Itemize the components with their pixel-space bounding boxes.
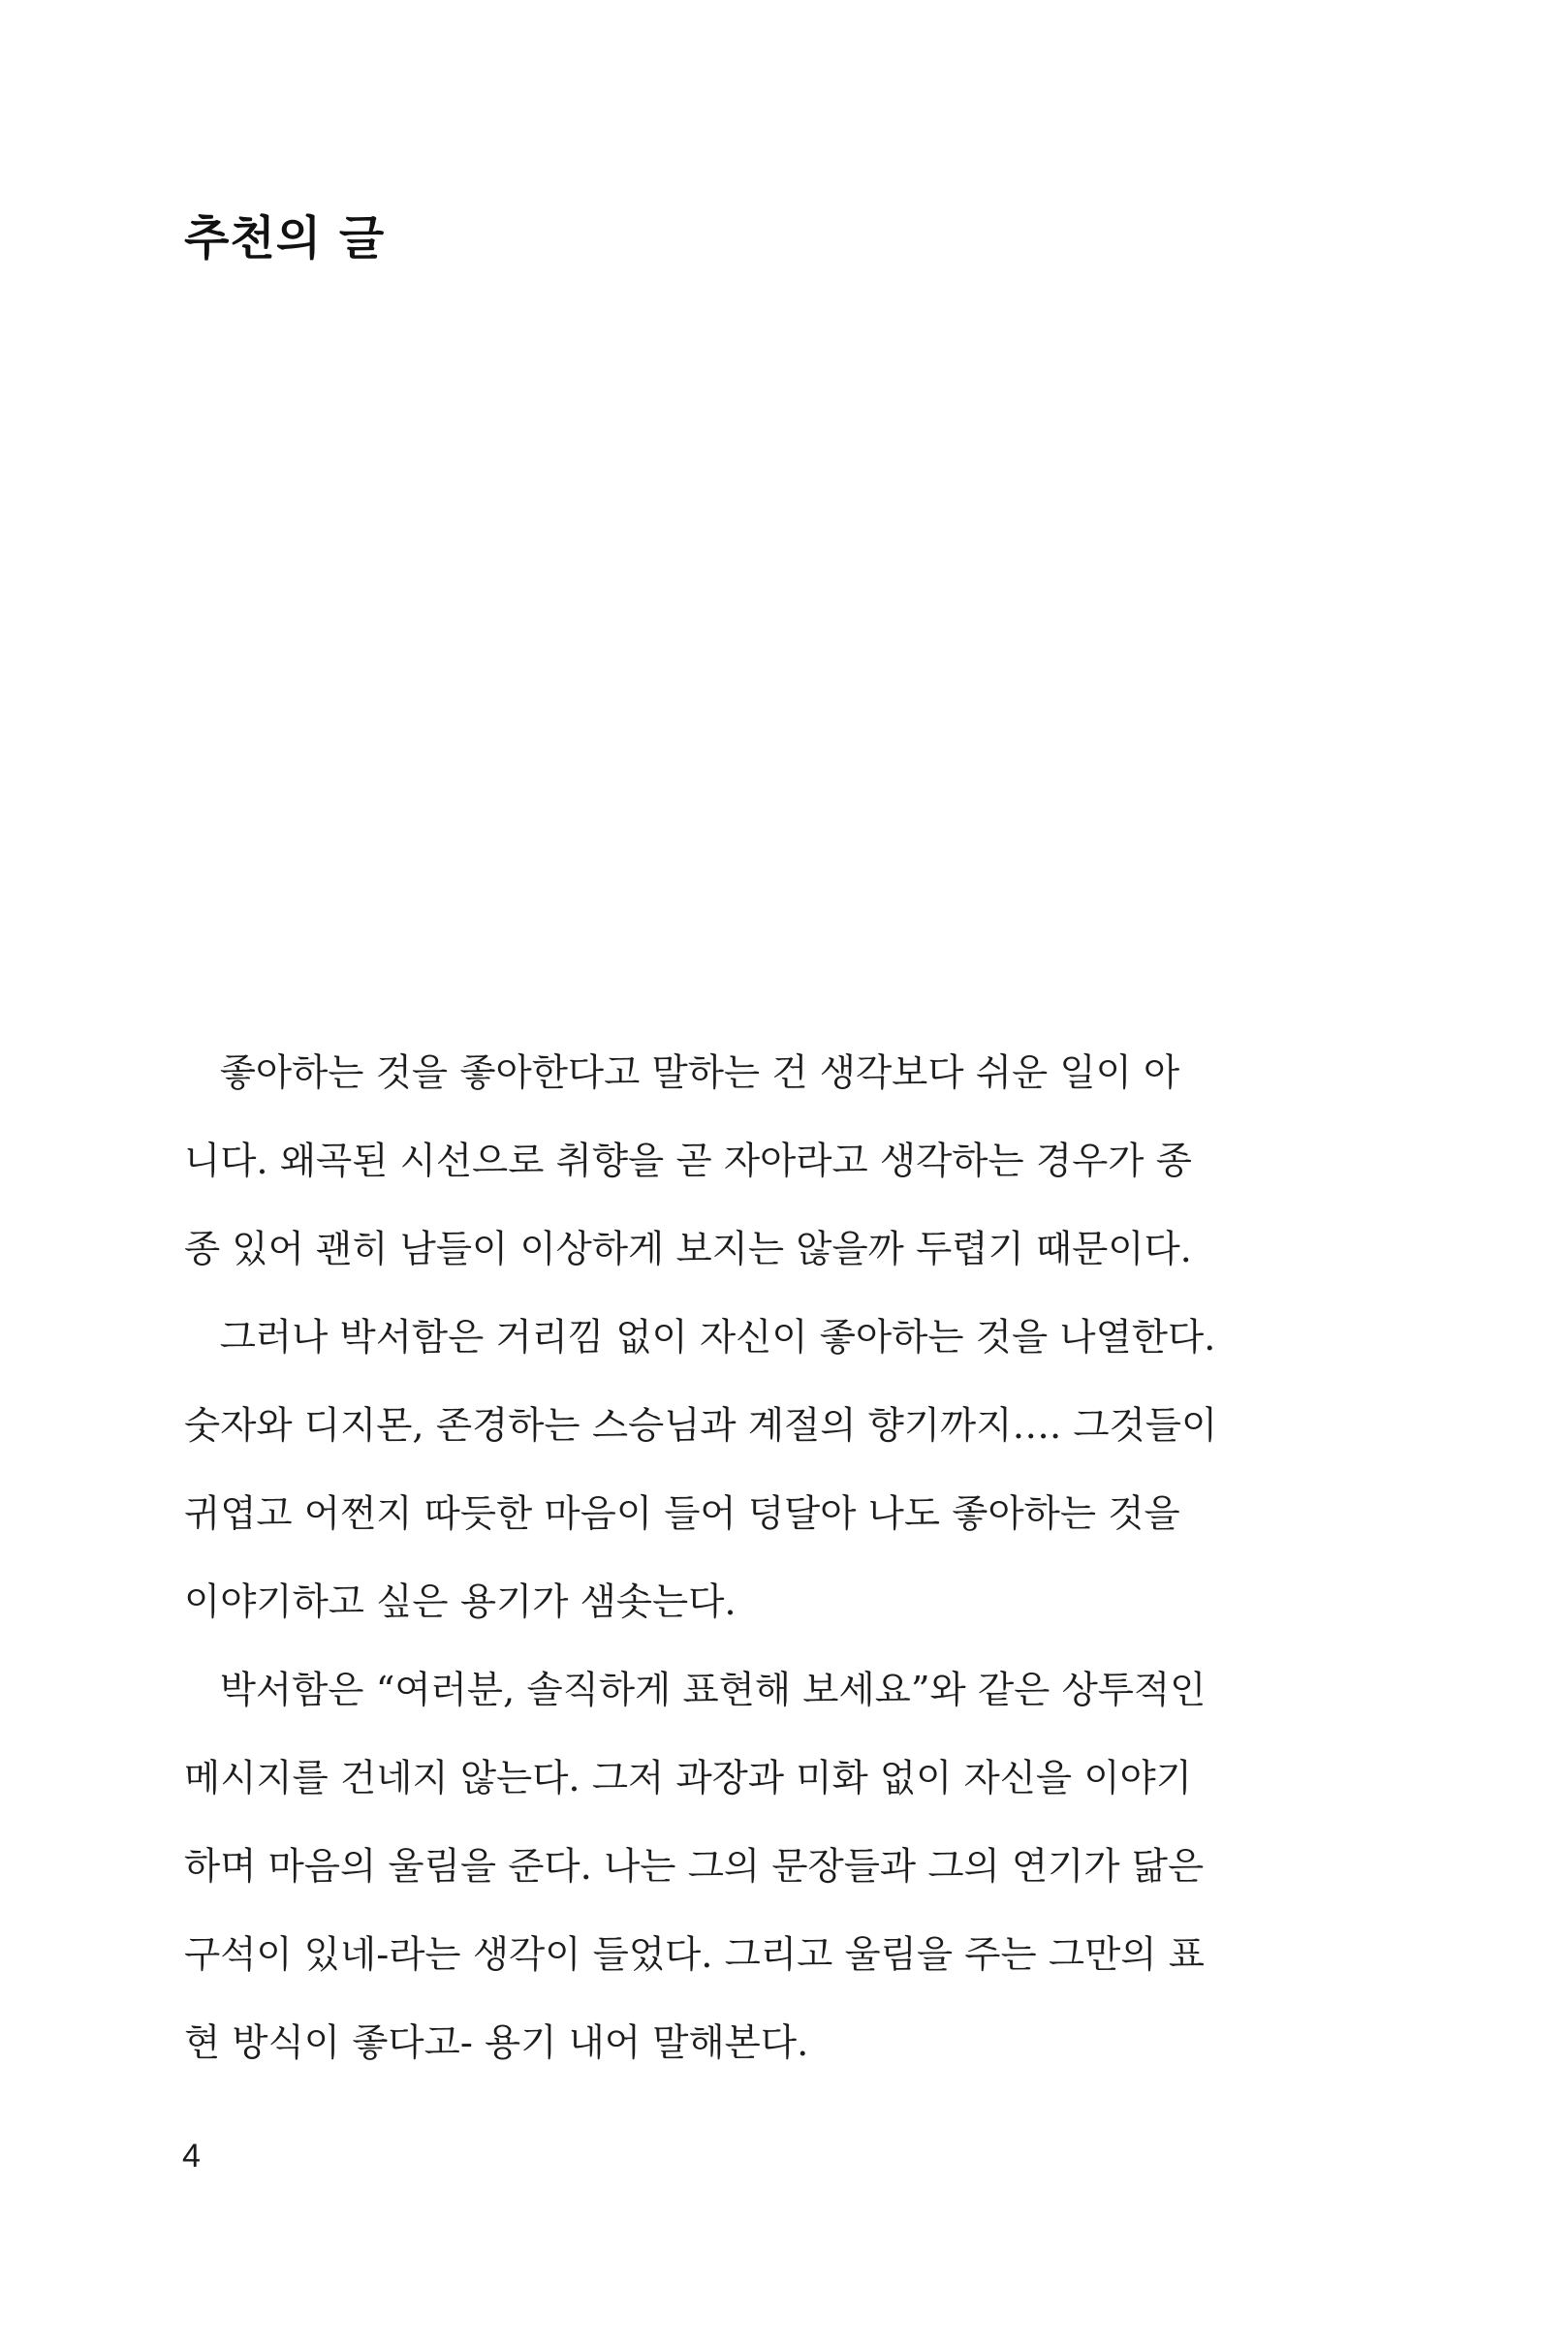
text-line: 이야기하고 싶은 용기가 샘솟는다.: [184, 1580, 737, 1624]
text-line: 종 있어 괜히 남들이 이상하게 보지는 않을까 두렵기 때문이다.: [184, 1228, 1192, 1271]
text-line: 메시지를 건네지 않는다. 그저 과장과 미화 없이 자신을 이야기: [184, 1757, 1192, 1800]
page-number: 4: [182, 2138, 201, 2174]
text-line: 귀엽고 어쩐지 따듯한 마음이 들어 덩달아 나도 좋아하는 것을: [184, 1492, 1180, 1536]
page-heading: 추천의 글: [184, 211, 386, 266]
text-line: 구석이 있네-라는 생각이 들었다. 그리고 울림을 주는 그만의 표: [184, 1933, 1205, 1977]
text-line: 그러나 박서함은 거리낌 없이 자신이 좋아하는 것을 나열한다.: [184, 1316, 1216, 1360]
text-line: 니다. 왜곡된 시선으로 취향을 곧 자아라고 생각하는 경우가 종: [184, 1140, 1192, 1183]
recommendation-text: [184, 1029, 1289, 2087]
text-line: 박서함은 “여러분, 솔직하게 표현해 보세요”와 같은 상투적인: [184, 1669, 1207, 1712]
text-line: 현 방식이 좋다고- 용기 내어 말해본다.: [184, 2021, 809, 2065]
text-line: 하며 마음의 울림을 준다. 나는 그의 문장들과 그의 연기가 닮은: [184, 1845, 1205, 1889]
text-line: 좋아하는 것을 좋아한다고 말하는 건 생각보다 쉬운 일이 아: [184, 1051, 1180, 1095]
text-line: 숫자와 디지몬, 존경하는 스승님과 계절의 향기까지…. 그것들이: [184, 1404, 1218, 1448]
